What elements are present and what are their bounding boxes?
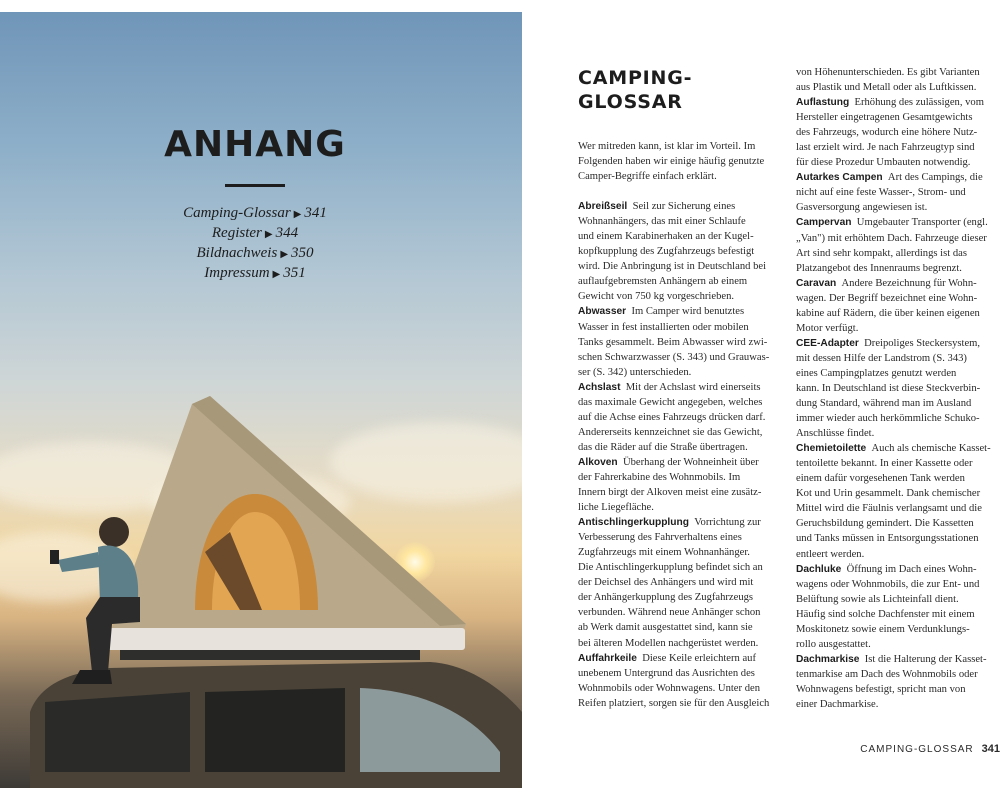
toc-page: 351 [283,265,306,281]
glossary-title-line: GLOSSAR [578,91,683,113]
line-text: ab Werk damit ausgestattet sind, kann sie [578,622,753,634]
triangle-right-icon: ▶ [264,229,273,240]
glossary-entry-start [796,95,1000,110]
text-line [796,396,1000,411]
appendix-title: ANHANG [164,124,346,165]
line-text: aus Plastik und Metall oder als Luftkissen. [796,82,977,94]
glossary-term: Abwasser [578,306,627,318]
line-text: auf die Achse eines Fahrzeugs drücken darf. [578,411,766,423]
line-text: Häufig sind solche Dachfenster mit einem [796,608,975,620]
line-text: Andere Bezeichnung für Wohn- [841,277,977,289]
glossary-term: Autarkes Campen [796,172,883,184]
line-text: Gewicht von 750 kg vorgeschrieben. [578,291,735,303]
text-line [796,306,1000,321]
text-line [578,560,786,575]
glossary-entry-start [796,336,1000,351]
line-text: mit dessen Hilfe der Landstrom (S. 343) [796,352,967,364]
glossary-entry-start [796,170,1000,185]
glossary-term: Alkoven [578,456,618,468]
text-line [578,410,786,425]
text-line [796,456,1000,471]
line-text: das die Räder auf die Straße übertragen. [578,441,748,453]
glossary-entry-start [796,441,1000,456]
roof-rack [120,650,420,660]
glossary-term: CEE-Adapter [796,337,859,349]
line-text: nicht auf eine feste Wasser-, Strom- und [796,187,966,199]
line-text: Moskitonetz sowie einem Verdunklungs- [796,623,970,635]
glossary-entry-start [796,276,1000,291]
line-text: Wasser in fest installierten oder mobilen [578,321,749,333]
line-text: Mittel wird die Fäulnis verlangsamt und die [796,503,982,515]
text-line [578,666,786,681]
line-text: Innern birgt der Alkoven meist eine zusätz- [578,487,762,499]
text-line [796,577,1000,592]
glossary-term: Achslast [578,381,621,393]
text-line [796,622,1000,637]
text-line [796,637,1000,652]
text-line [578,365,786,380]
text-line [796,411,1000,426]
glossary-term: Dachluke [796,563,842,575]
line-text: liche Liegefläche. [578,502,654,514]
running-footer-label: CAMPING-GLOSSAR [860,744,974,755]
glossary-entry-start [578,304,786,319]
text-line [796,200,1000,215]
line-text: Verbesserung des Fahrverhaltens eines [578,532,742,544]
text-line [578,169,786,184]
text-line [796,185,1000,200]
text-line [578,350,786,365]
glossary-entry-start [578,455,786,470]
toc-page: 341 [304,205,327,221]
line-text: Erhöhung des zulässigen, vom [854,97,984,109]
line-text: Wohnanhängers, das mit einer Schlaufe [578,216,746,228]
text-line [578,530,786,545]
text-line [578,620,786,635]
toc-page: 350 [291,245,314,261]
line-text: Andererseits kennzeichnet sie das Gewicht, [578,426,763,438]
text-line [578,320,786,335]
glossary-entry-start [796,652,1000,667]
glossary-title-line: CAMPING- [578,67,693,89]
line-text: Vorrichtung zur [694,517,761,529]
text-line [578,229,786,244]
line-text: rollo ausgestattet. [796,638,871,650]
glossary-page [522,12,1000,788]
text-line [578,139,786,154]
line-text: der Anhängerkupplung des Zugfahrzeugs [578,592,754,604]
line-text: Ist die Halterung der Kasset- [864,653,987,665]
text-line [796,125,1000,140]
line-text: Folgenden haben wir einige häufig genutzte [578,156,765,168]
person [99,517,129,547]
text-line [578,259,786,274]
line-text: wagen. Der Begriff bezeichnet eine Wohn- [796,292,978,304]
text-line [578,395,786,410]
line-text: kabine auf Rädern, die über keinen eigenen [796,307,980,319]
text-line [796,351,1000,366]
text-line [796,261,1000,276]
toc-entry[interactable] [0,204,510,224]
line-text: Dreipoliges Steckersystem, [864,337,981,349]
line-text: Überhang der Wohneinheit über [622,456,759,468]
glossary-term: Antischlingerkupplung [578,517,689,529]
line-text: eines Campingplatzes genutzt werden [796,367,957,379]
text-line [578,696,786,711]
glossary-term: Auffahrkeile [578,652,637,664]
line-text: Art sind sehr kompakt, allerdings ist das [796,247,967,259]
text-line [796,321,1000,336]
line-text: kopfkupplung des Zugfahrzeugs befestigt [578,246,755,258]
text-line [578,590,786,605]
line-text: ser (S. 342) unterschieden. [578,366,692,378]
line-text: Umgebauter Transporter (engl. [856,217,988,229]
page-footer [860,743,1000,755]
text-line [796,366,1000,381]
text-line [578,440,786,455]
toc-label: Bildnachweis [196,245,278,261]
line-text: kann. In Deutschland ist diese Steckverbin- [796,382,981,394]
toc-page: 344 [275,225,299,241]
text-line [578,485,786,500]
glossary-term: Caravan [796,277,837,289]
text-line [578,681,786,696]
text-line [578,289,786,304]
triangle-right-icon: ▶ [280,249,289,260]
text-line [796,592,1000,607]
text-line [578,470,786,485]
line-text: tentoilette bekannt. In einer Kassette oder [796,458,973,470]
glossary-entry-start [578,380,786,395]
line-text: Camper-Begriffe einfach erklärt. [578,171,717,183]
text-line [796,80,1000,95]
line-text: Motor verfügt. [796,322,859,334]
line-text: Wohnwagens befestigt, spricht man von [796,683,966,695]
line-text: einem dafür vorgesehenen Tank werden [796,473,965,485]
line-text: und Tanks müssen in Entsorgungsstationen [796,533,979,545]
toc-label: Camping-Glossar [183,205,291,221]
text-line [796,682,1000,697]
text-line [796,246,1000,261]
line-text: Anschlüsse findet. [796,428,875,440]
text-line [796,140,1000,155]
text-line [796,697,1000,712]
text-line [578,425,786,440]
text-line [578,335,786,350]
text-line [796,426,1000,441]
glossary-entry-start [578,199,786,214]
text-line [796,516,1000,531]
text-line [578,274,786,289]
line-text: Diese Keile erleichtern auf [642,652,757,664]
line-text: schen Schwarzwasser (S. 343) und Grauwas- [578,351,770,363]
toc-label: Register [211,225,262,241]
glossary-entry-start [796,215,1000,230]
glossary-term: Chemietoilette [796,443,867,455]
line-text: und einem Karabinerhaken an der Kugel- [578,231,754,243]
cover-photo [0,12,522,788]
line-text: einer Dachmarkise. [796,698,879,710]
appendix-toc [0,204,510,284]
line-text: tenmarkise am Dach des Wohnmobils oder [796,668,978,680]
line-text: dung Standard, während man im Ausland [796,398,972,410]
line-text: Gasversorgung angewiesen ist. [796,202,928,214]
line-text: des Fahrzeugs, wodurch eine höhere Nutz- [796,127,978,139]
line-text: Mit der Achslast wird einerseits [625,381,761,393]
text-line [796,607,1000,622]
line-text: entleert werden. [796,548,865,560]
text-line [796,547,1000,562]
line-text: last erzielt wird. Je nach Fahrzeugtyp sind [796,142,975,154]
toc-label: Impressum [204,265,270,281]
line-text: Im Camper wird benutztes [631,306,745,318]
text-line [578,500,786,515]
line-text: Wer mitreden kann, ist klar im Vorteil. Im [578,141,756,152]
text-line [578,154,786,169]
glossary-entry-start [578,515,786,530]
line-text: von Höhenunterschieden. Es gibt Varianten [796,67,980,78]
line-text: das maximale Gewicht angegeben, welches [578,396,763,408]
text-line [796,501,1000,516]
line-text: Geruchsbildung gemindert. Die Kassetten [796,518,974,530]
line-text: für diese Prozedur Umbauten notwendig. [796,157,971,169]
line-text: Wohnmobils oder Wohnwagens. Unter den [578,682,760,694]
line-text: Seil zur Sicherung eines [632,201,736,213]
text-line [796,110,1000,125]
text-line [796,667,1000,682]
line-text: verbunden. Während neue Anhänger schon [578,607,761,619]
text-line [796,531,1000,546]
line-text: wagens oder Wohnmobils, die zur Ent- und [796,578,980,590]
text-line [578,244,786,259]
glossary-entry-start [578,651,786,666]
text-line [578,214,786,229]
page-number: 341 [981,743,1000,755]
line-text: Öffnung im Dach eines Wohn- [846,563,977,575]
phone [50,550,59,564]
tent-base [103,628,465,650]
line-text: wird. Die Anbringung ist in Deutschland bei [578,261,767,273]
text-line [578,605,786,620]
toc-entry[interactable] [0,244,510,264]
glossary-term: Auflastung [796,97,850,109]
line-text: Zugfahrzeugs mit einem Wohnanhänger. [578,547,750,559]
text-line [796,486,1000,501]
glossary-entry-start [796,562,1000,577]
text-line [578,575,786,590]
glossary-column-right [796,65,1000,712]
paragraph-gap [578,184,786,199]
line-text: Art des Campings, die [887,172,983,184]
triangle-right-icon: ▶ [293,209,302,220]
text-line [578,636,786,651]
line-text: Tanks gesammelt. Beim Abwasser wird zwi- [578,336,768,348]
line-text: unebenem Untergrund das Ausrichten des [578,667,755,679]
text-line [796,231,1000,246]
text-line [796,381,1000,396]
line-text: der Deichsel des Anhängers und wird mit [578,577,754,589]
text-line [796,471,1000,486]
line-text: „Van") mit erhöhtem Dach. Fahrzeuge dieser [796,232,987,244]
line-text: immer wieder auch herkömmliche Schuko- [796,413,980,425]
line-text: Kot und Urin gesammelt. Dank chemischer [796,488,981,500]
line-text: Belüftung sowie als Lichteinfall dient. [796,593,959,605]
line-text: auflaufgebremsten Anhängern ab einem [578,276,748,288]
line-text: Platzangebot des Innenraums begrenzt. [796,262,962,274]
glossary-column-left [578,139,786,711]
line-text: Hersteller eingetragenen Gesamtgewichts [796,112,973,124]
line-text: Die Antischlingerkupplung befindet sich an [578,562,763,574]
text-line [796,65,1000,80]
text-line [578,545,786,560]
line-text: Auch als chemische Kasset- [871,443,991,455]
toc-entry[interactable] [0,224,510,244]
text-line [796,291,1000,306]
glossary-term: Dachmarkise [796,653,860,665]
triangle-right-icon: ▶ [272,269,281,280]
title-divider [225,184,285,187]
glossary-term: Abreißseil [578,201,628,213]
line-text: der Fahrerkabine des Wohnmobils. Im [578,471,741,483]
toc-entry[interactable] [0,264,510,284]
line-text: bei älteren Modellen nachgerüstet werden. [578,637,759,649]
glossary-title [578,66,692,114]
line-text: Reifen platziert, sorgen sie für den Ausgleich [578,697,770,709]
glossary-term: Campervan [796,217,852,229]
text-line [796,155,1000,170]
